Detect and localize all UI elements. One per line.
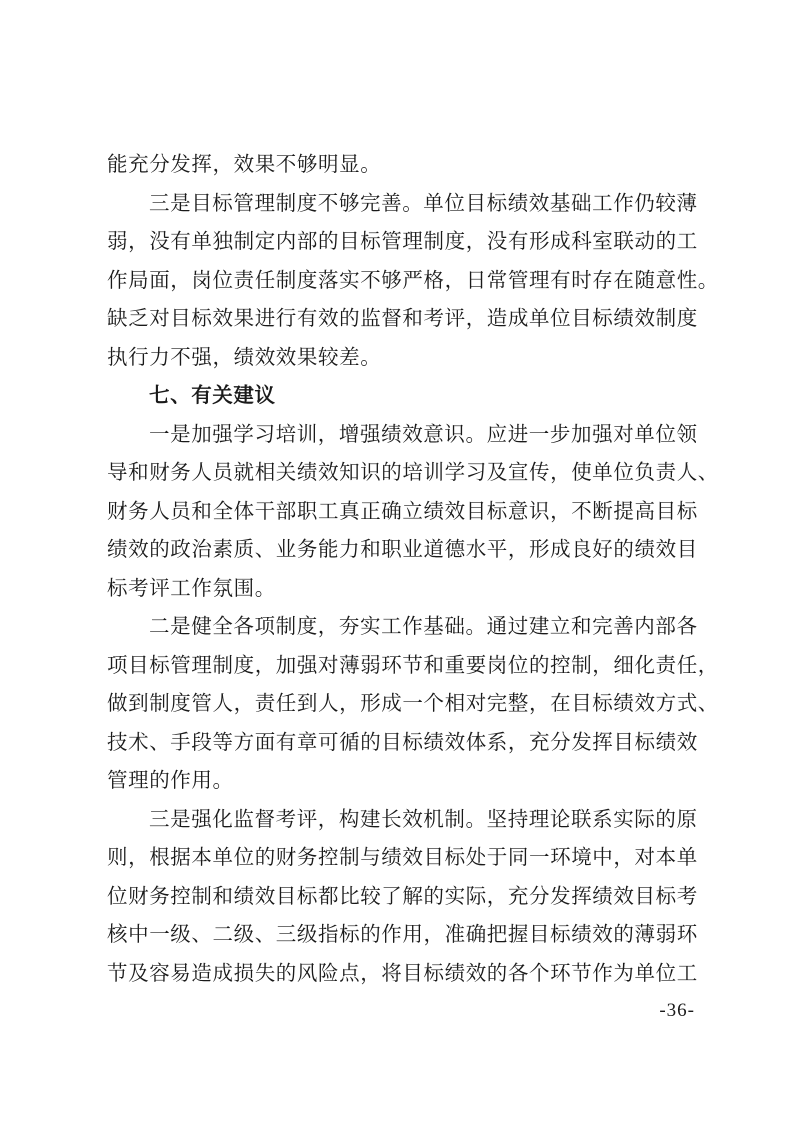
text-line: 管理的作用。: [107, 768, 234, 792]
document-body: [107, 145, 719, 992]
text-line: 能充分发挥，效果不够明显。: [107, 152, 382, 176]
text-line: 节及容易造成损失的风险点，将目标绩效的各个环节作为单位工: [107, 960, 698, 985]
paragraph-start-line: 三是强化监督考评，构建长效机制。坚持理论联系实际的原: [149, 806, 698, 831]
text-line: 位财务控制和绩效目标都比较了解的实际，充分发挥绩效目标考: [107, 883, 698, 908]
text-line: 执行力不强，绩效效果较差。: [107, 344, 382, 369]
text-line: 核中一级、二级、三级指标的作用，准确把握目标绩效的薄弱环: [107, 922, 698, 946]
paragraph-start-line: 一是加强学习培训，增强绩效意识。应进一步加强对单位领: [149, 421, 698, 446]
text-line: 绩效的政治素质、业务能力和职业道德水平，形成良好的绩效目: [107, 537, 698, 561]
text-line: 财务人员和全体干部职工真正确立绩效目标意识，不断提高目标: [107, 498, 698, 523]
text-line: 导和财务人员就相关绩效知识的培训学习及宣传，使单位负责人、: [107, 460, 719, 484]
text-line: 技术、手段等方面有章可循的目标绩效体系，充分发挥目标绩效: [107, 729, 698, 754]
text-line: 标考评工作氛围。: [107, 575, 276, 600]
text-line: 弱，没有单独制定内部的目标管理制度，没有形成科室联动的工: [107, 229, 698, 253]
paragraph-start-line: 三是目标管理制度不够完善。单位目标绩效基础工作仍较薄: [149, 190, 698, 215]
section-heading: 七、有关建议: [149, 383, 276, 407]
text-line: 项目标管理制度，加强对薄弱环节和重要岗位的控制，细化责任，: [107, 652, 719, 677]
text-line: 缺乏对目标效果进行有效的监督和考评，造成单位目标绩效制度: [107, 306, 698, 330]
text-line: 则，根据本单位的财务控制与绩效目标处于同一环境中，对本单: [107, 845, 698, 869]
text-line: 作局面，岗位责任制度落实不够严格，日常管理有时存在随意性。: [107, 267, 719, 292]
page-number: -36-: [659, 1000, 695, 1021]
text-line: 做到制度管人，责任到人，形成一个相对完整，在目标绩效方式、: [107, 691, 719, 715]
paragraph-start-line: 二是健全各项制度，夯实工作基础。通过建立和完善内部各: [149, 614, 698, 638]
